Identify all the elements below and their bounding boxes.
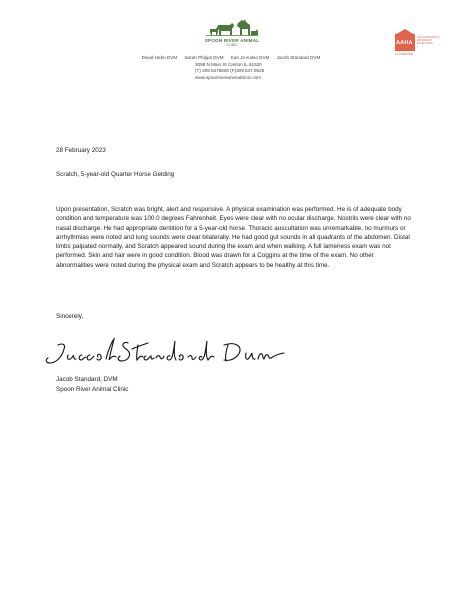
letter-closing: Sincerely, [56,313,84,320]
doctor-list [0,55,462,60]
letter-body: Upon presentation, Scratch was bright, alert and responsive. A physical examination was performed. He is of adequate body condition and temperature was 100.0 degrees Fahrenheit. Eyes were clear with no ocular discharge. Nostrils were clear with no nasal discharge. He had appropriate dentition for a 5-year-old horse. Thoracic auscultation was unremarkable, no murmurs or arrhythmias were noted and lung sounds were clear bilaterally. He had good gut sounds in all quadrants of the abdomen. Distal limbs palpated normally, and Scratch appeared sound during the exam and when walking. A full lameness exam was not performed. Skin and hair were in good condition. Blood was drawn for a Coggins at the time of the exam. No other abnormalities were noted during the physical exam and Scratch appears to be healthy at this time. [56,206,411,269]
doctor-name: David Hahn DVM [141,55,178,60]
aaha-label: AAHA [396,40,413,46]
signer-name: Jacob Standard, DVM [56,376,118,383]
doctor-name: Sarah Phipps DVM [184,55,224,60]
clinic-logo-sub: CLINIC [226,43,238,47]
clinic-address: 3098 N Main St Canton IL 61520 [195,62,262,67]
letter-date: 28 February 2023 [56,147,106,154]
doctor-name: Kari Jo Kalso DVM [230,55,270,60]
aaha-accredited: ACCREDITED [395,52,414,56]
doctor-name: Jacob Standard DVM [276,55,321,60]
aaha-badge [395,34,445,56]
letter-subject: Scratch, 5-year-old Quarter Horse Gelding [56,171,175,178]
clinic-logo [204,17,260,51]
clinic-logo-name: SPOON RIVER ANIMAL [204,38,260,43]
clinic-phone: (T) 309.6476800 (F)309.647.9525 [195,68,265,73]
signer-clinic: Spoon River Animal Clinic [56,386,129,393]
aaha-tagline: THE STANDARD OF VETERINARY EXCELLENCE [417,36,440,45]
handwritten-signature [40,333,290,371]
animals-silhouette-icon [204,17,260,37]
clinic-website: www.spoonriveranimalclinic.com [195,75,262,80]
